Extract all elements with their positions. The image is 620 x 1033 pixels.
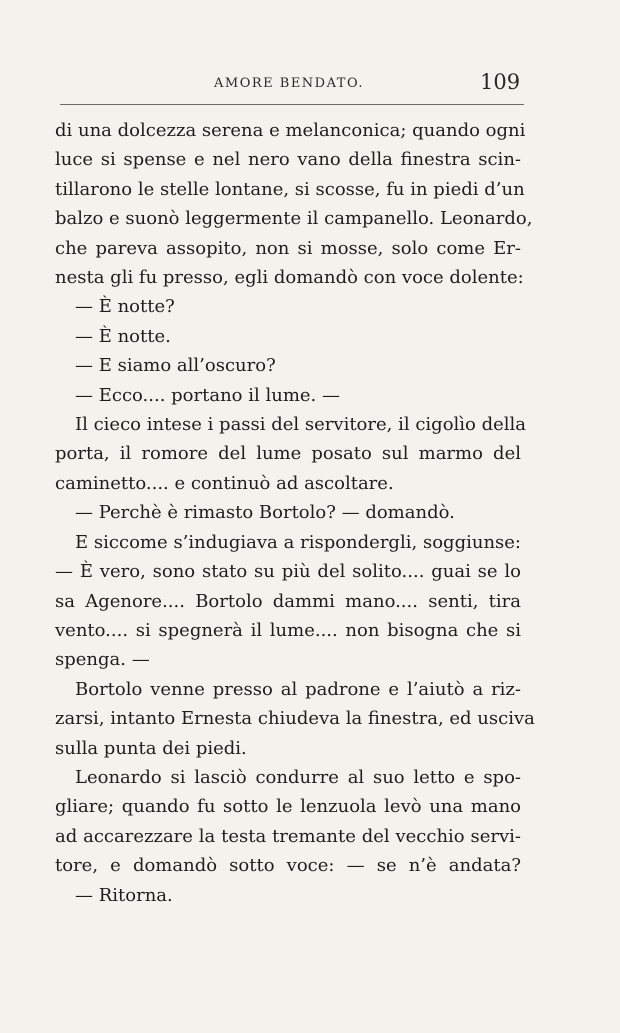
text-line: Bortolo venne presso al padrone e l’aiutò a riz-: [75, 678, 521, 700]
text-line: luce si spense e nel nero vano della finestra scin-: [55, 149, 521, 171]
dialogue-line: — È notte?: [75, 296, 175, 318]
body-text: [55, 116, 535, 910]
header-rule: [60, 104, 524, 105]
text-line: porta, il romore del lume posato sul marmo del: [55, 443, 521, 465]
running-title: AMORE BENDATO.: [214, 76, 364, 91]
text-line: sulla punta dei piedi.: [55, 737, 247, 759]
text-line: nesta gli fu presso, egli domandò con voce dolente:: [55, 267, 524, 289]
dialogue-line: — Perchè è rimasto Bortolo? — domandò.: [75, 502, 455, 524]
text-line: spenga. —: [55, 649, 150, 671]
text-line: tore, e domandò sotto voce: — se n’è andata?: [55, 855, 521, 877]
text-line: di una dolcezza serena e melanconica; quando ogni: [55, 120, 526, 141]
text-line: Il cieco intese i passi del servitore, il cigolìo della: [75, 414, 527, 436]
text-line: gliare; quando fu sotto le lenzuola levò una mano: [55, 796, 521, 818]
dialogue-line: — Ecco.... portano il lume. —: [75, 384, 340, 406]
text-line: balzo e suonò leggermente il campanello. Leonardo,: [55, 208, 533, 230]
page-number: 109: [480, 70, 521, 94]
dialogue-line: — È notte.: [75, 325, 171, 347]
text-line: che pareva assopito, non si mosse, solo come Er-: [55, 237, 521, 259]
text-line: vento.... si spegnerà il lume.... non bisogna che si: [55, 619, 521, 641]
text-line: zarsi, intanto Ernesta chiudeva la finestra, ed usciva: [55, 708, 535, 730]
text-line: tillarono le stelle lontane, si scosse, fu in piedi d’un: [55, 178, 525, 200]
text-line: sa Agenore.... Bortolo dammi mano.... senti, tira: [55, 590, 521, 612]
text-line: Leonardo si lasciò condurre al suo letto e spo-: [75, 766, 521, 788]
dialogue-line: — Ritorna.: [75, 884, 173, 906]
text-line: E siccome s’indugiava a rispondergli, soggiunse:: [75, 531, 521, 553]
dialogue-line: — È vero, sono stato su più del solito.... guai se lo: [55, 561, 521, 583]
text-line: caminetto.... e continuò ad ascoltare.: [55, 472, 394, 494]
text-line: ad accarezzare la testa tremante del vecchio servi-: [55, 825, 521, 847]
dialogue-line: — E siamo all’oscuro?: [75, 355, 276, 377]
